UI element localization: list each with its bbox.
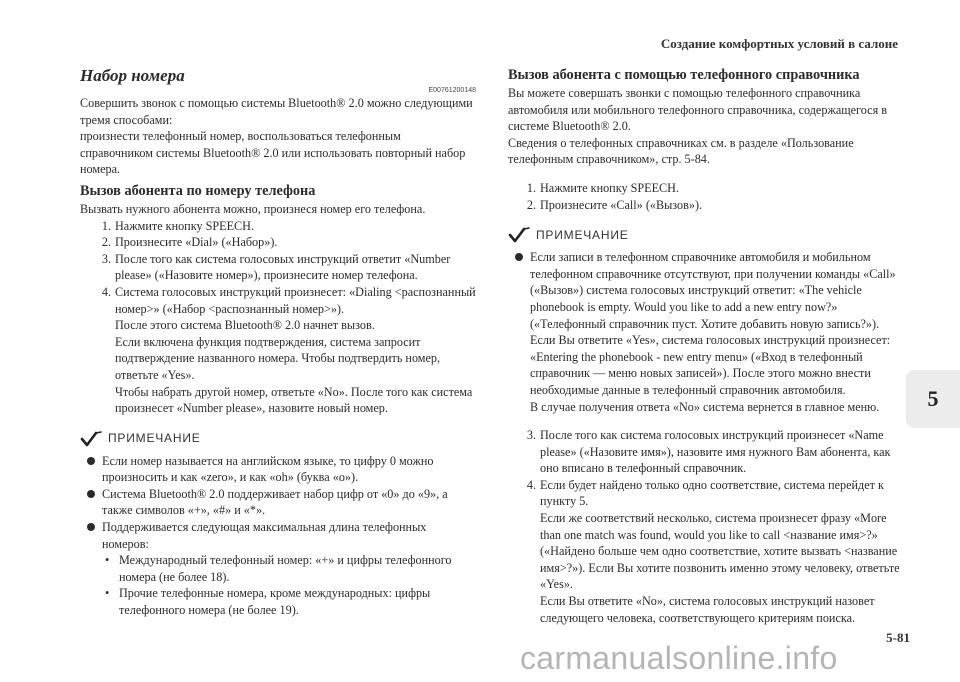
note-header — [80, 429, 476, 449]
note-title: ПРИМЕЧАНИЕ — [536, 227, 629, 242]
step-item — [508, 427, 908, 477]
bullet-icon — [80, 519, 102, 619]
step-text: Нажмите кнопку SPEECH. — [540, 180, 680, 195]
note-item — [508, 249, 908, 415]
page-number: 5-81 — [886, 630, 910, 645]
step-text: После этого система Bluetooth® 2.0 начнет вызов. — [115, 318, 375, 333]
step-text: Если включена функция подтверждения, система запросит подтверждение названного номера. Чтобы подтвердить номер, ответьте «Yes». — [115, 334, 441, 382]
note-header — [508, 225, 908, 245]
step-number: 3. — [101, 251, 111, 266]
step-text: Если Вы ответите «No», система голосовых инструкций назовет следующего человека, соответствующего критериям поиска. — [540, 594, 875, 625]
step-item — [80, 234, 476, 251]
section-heading: Вызов абонента по номеру телефона — [80, 182, 316, 199]
note-title: ПРИМЕЧАНИЕ — [108, 431, 201, 446]
page-title: Набор номера — [80, 66, 185, 85]
section-number: 5 — [927, 386, 939, 411]
note-item — [80, 486, 476, 519]
sub-item — [102, 552, 476, 585]
sub-item — [102, 585, 476, 618]
step-text: После того как система голосовых инструкций произнесет «Name please» («Назовите имя»), назовите имя нужного Вам абонента, как оно вписано в телефонный справочник. — [540, 428, 891, 476]
intro-paragraph: произнести телефонный номер, воспользоваться телефонным справочником системы Bluetooth® 2.0 или использовать повторный набор номера. — [80, 129, 466, 177]
intro-paragraph: Совершить звонок с помощью системы Bluetooth® 2.0 можно следующими тремя способами: — [80, 96, 473, 127]
document-code: E00761200148 — [428, 87, 476, 94]
step-text: Нажмите кнопку SPEECH. — [115, 218, 255, 233]
step-number: 4. — [101, 284, 111, 299]
step-number: 3. — [526, 428, 536, 443]
right-column — [508, 66, 908, 626]
sub-bullet: • — [105, 553, 110, 568]
intro-paragraph: Вы можете совершать звонки с помощью телефонного справочника автомобиля или мобильного телефонного справочника, содержащегося в системе Bluetooth® 2.0. — [508, 86, 887, 134]
section-intro: Вызвать нужного абонента можно, произнеся номер его телефона. — [80, 201, 426, 216]
note-list — [508, 249, 908, 415]
watermark: carmanualsonline.info — [520, 640, 838, 676]
bullet-icon — [508, 249, 530, 415]
step-text: После того как система голосовых инструкций ответит «Number please» («Назовите номер»), произнесите номер телефона. — [115, 251, 451, 283]
step-text: Произнесите «Dial» («Набор»). — [115, 235, 278, 250]
step-item — [80, 251, 476, 284]
step-number: 1. — [526, 180, 536, 195]
section-heading: Вызов абонента с помощью телефонного справочника — [508, 67, 860, 83]
sub-text: Международный телефонный номер: «+» и цифры телефонного номера (не более 18). — [119, 553, 452, 584]
step-text: Система голосовых инструкций произнесет: «Dialing <распознанный номер>» («Набор <распознанный номер>»). — [115, 284, 476, 316]
step-list — [80, 218, 476, 417]
step-item — [508, 197, 908, 214]
sub-list — [102, 552, 476, 618]
note-text: Если номер называется на английском языке, то цифру 0 можно произносить и как «zero», и как «oh» (буква «o»). — [102, 453, 434, 485]
bullet-icon — [80, 486, 102, 519]
section-tab — [906, 370, 960, 428]
step-list — [508, 427, 908, 626]
running-header: Создание комфортных условий в салоне — [660, 36, 898, 51]
step-number: 2. — [526, 197, 536, 212]
step-text: Если же соответствий несколько, система произнесет фразу «More than one match was found, would you like to call <название имя>?» («Найдено больше чем одно соответствие, хотите вызвать <название имя>?»). Если Вы хотите позвонить именно этому человеку, ответьте «Yes». — [540, 511, 900, 592]
step-text: Произнесите «Call» («Вызов»). — [540, 197, 703, 212]
step-number: 1. — [101, 218, 111, 233]
note-item — [80, 453, 476, 486]
note-list — [80, 453, 476, 619]
step-number: 2. — [101, 235, 111, 250]
step-text: Чтобы набрать другой номер, ответьте «No». После того как система произнесет «Number please», назовите новый номер. — [115, 384, 473, 416]
sub-text: Прочие телефонные номера, кроме международных: цифры телефонного номера (не более 19). — [119, 586, 431, 618]
step-item — [80, 218, 476, 235]
step-text: Если будет найдено только одно соответствие, система перейдет к пункту 5. — [540, 477, 884, 509]
note-item — [80, 519, 476, 619]
note-text: Если записи в телефонном справочнике автомобиля и мобильном телефонном справочнике отсутствуют, при получении команды «Call» («Вызов») система голосовых инструкций ответит: «The vehicle phonebook is empty. Would you like to add a new entry now?» («Телефонный справочник пуст. Хотите добавить новую запись?»). — [530, 250, 896, 331]
note-text: Если Вы ответите «Yes», система голосовых инструкций произнесет: «Entering the phonebook - new entry menu» («Вход в телефонный справочник — меню новых записей»). После этого можно внести необходимые данные в телефонный справочник автомобиля. — [530, 333, 891, 397]
step-item — [80, 284, 476, 417]
step-number: 4. — [526, 477, 536, 492]
bullet-icon — [80, 453, 102, 486]
step-item — [508, 180, 908, 197]
note-text: Система Bluetooth® 2.0 поддерживает набор цифр от «0» до «9», а также символов «+», «#» и «*». — [102, 486, 448, 518]
step-list — [508, 180, 908, 213]
note-text: Поддерживается следующая максимальная длина телефонных номеров: — [102, 520, 427, 551]
note-pencil-icon — [508, 226, 532, 244]
intro-paragraph: Сведения о телефонных справочниках см. в разделе «Пользование телефонным справочником», стр. 5-84. — [508, 135, 854, 167]
step-item — [508, 477, 908, 626]
left-column — [80, 66, 476, 619]
note-pencil-icon — [80, 430, 104, 448]
sub-bullet: • — [105, 586, 110, 601]
note-text: В случае получения ответа «No» система вернется в главное меню. — [530, 399, 880, 414]
